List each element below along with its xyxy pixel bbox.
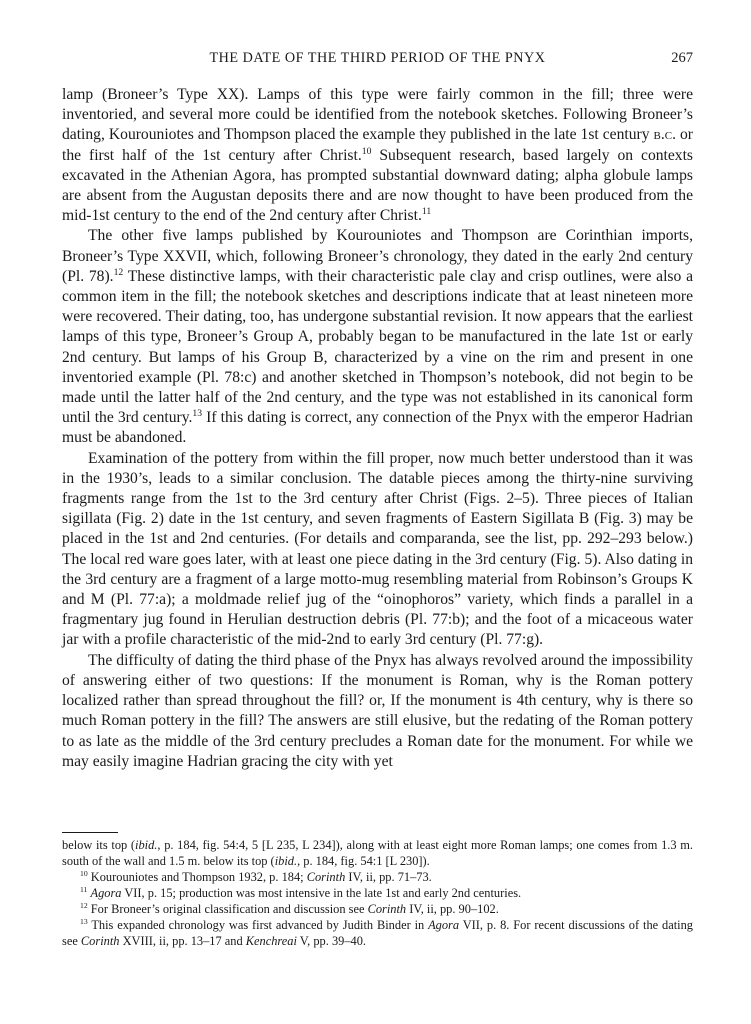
era-abbreviation: b.c. — [653, 126, 676, 144]
running-title: THE DATE OF THE THIRD PERIOD OF THE PNYX — [209, 50, 546, 66]
footnote: $^{13}$ This expanded chronology was first advanced by Judith Binder in Agora VII, p. 8. For recent discussions of the dating see Corinth XVIII, ii, pp. 13–17 and Kenchreai V, pp. 39–40. — [62, 917, 693, 948]
paragraph: lamp (Broneer’s Type XX). Lamps of this type were fairly common in the fill; three were inventoried, and several more could be identified from the notebook sketches. Following Broneer’s dating, Kourouniotes and Thompson placed the example they published in the late 1st century b.c. or the first half of the 1st century after Christ.$^{10}$ Subsequent research, based largely on contexts excavated in the Athenian Agora, has prompted substantial downward dating; alpha globule lamps are absent from the Augustan deposits there and are now thought to have been produced from the mid-1st century to the end of the 2nd century after Christ.$^{11}$ — [62, 86, 694, 225]
footnote-continuation: below its top (ibid., p. 184, fig. 54:4, 5 [L 235, L 234]), along with at least eight more Roman lamps; one comes from 1.3 m. south of the wall and 1.5 m. below its top (ibid., p. 184, fig. 54:1 [L 230]). — [62, 838, 693, 868]
footnote-ref: 12 — [113, 266, 124, 278]
footnote-divider — [62, 832, 118, 833]
paragraph: The other five lamps published by Kourouniotes and Thompson are Corinthian imports, Broneer’s Type XXVII, which, following Broneer’s chronology, they dated in the early 2nd century (Pl. 78).$^{12}$ These distinctive lamps, with their characteristic pale clay and crisp outlines, were also a common item in the fill; the notebook sketches and descriptions indicate that at least nineteen more were recovered. Their dating, too, has undergone substantial revision. It now appears that the earliest lamps of this type, Broneer’s Group A, probably began to be manufactured in the late 1st or early 2nd century. But lamps of his Group B, characterized by a vine on the rim and present in one inventoried example (Pl. 78:c) and another sketched in Thompson’s notebook, did not begin to be made until the latter half of the 2nd century, and the type was not established in its canonical form until the 3rd century.$^{13}$ If this dating is correct, any connection of the Pnyx with the emperor Hadrian must be abandoned. — [62, 227, 693, 447]
footnote-number: 12 — [80, 901, 88, 911]
footnote-ref: 10 — [361, 145, 372, 157]
paragraph: Examination of the pottery from within the fill proper, now much better understood than it was in the 1930’s, leads to a similar conclusion. The datable pieces among the thirty-nine surviving fragments range from the 1st to the 3rd century after Christ (Figs. 2–5). Three pieces of Italian sigillata (Fig. 2) date in the 1st century, and seven fragments of Eastern Sigillata B (Fig. 3) may be placed in the 1st and 2nd centuries. (For details and comparanda, see the list, pp. 292–293 below.) The local red ware goes later, with at least one piece dating in the 3rd century (Fig. 5). Also dating in the 3rd century are a fragment of a large motto-mug resembling material from Robinson’s Groups K and M (Pl. 77:a); a moldmade relief jug of the “oinophoros” variety, which finds a parallel in a fragmentary jug found in Herulian destruction debris (Pl. 77:b); and the foot of a micaceous water jar with a profile characteristic of the mid-2nd to early 3rd century (Pl. 77:g). — [62, 449, 693, 649]
footnote-ref: 11 — [421, 206, 432, 218]
body-text — [62, 85, 693, 772]
footnotes — [62, 837, 693, 949]
footnote: $^{11}$ Agora VII, p. 15; production was most intensive in the late 1st and early 2nd centuries. — [80, 885, 522, 900]
footnote-number: 10 — [80, 869, 88, 879]
footnote-number: 11 — [80, 885, 88, 895]
page-number: 267 — [671, 50, 693, 66]
page-header — [62, 50, 693, 70]
footnote-number: 13 — [80, 917, 88, 927]
footnote: $^{10}$ Kourouniotes and Thompson 1932, p. 184; Corinth IV, ii, pp. 71–73. — [80, 869, 432, 884]
footnote: $^{12}$ For Broneer’s original classification and discussion see Corinth IV, ii, pp. 90–102. — [80, 901, 499, 916]
paragraph: The difficulty of dating the third phase of the Pnyx has always revolved around the impossibility of answering either of two questions: If the monument is Roman, why is the Roman pottery localized rather than spread throughout the fill? or, If the monument is 4th century, why is there so much Roman pottery in the fill? The answers are still elusive, but the redating of the Roman pottery to as late as the middle of the 3rd century precludes a Roman date for the monument. For while we may easily imagine Hadrian gracing the city with yet — [62, 651, 693, 770]
footnote-ref: 13 — [192, 408, 203, 420]
